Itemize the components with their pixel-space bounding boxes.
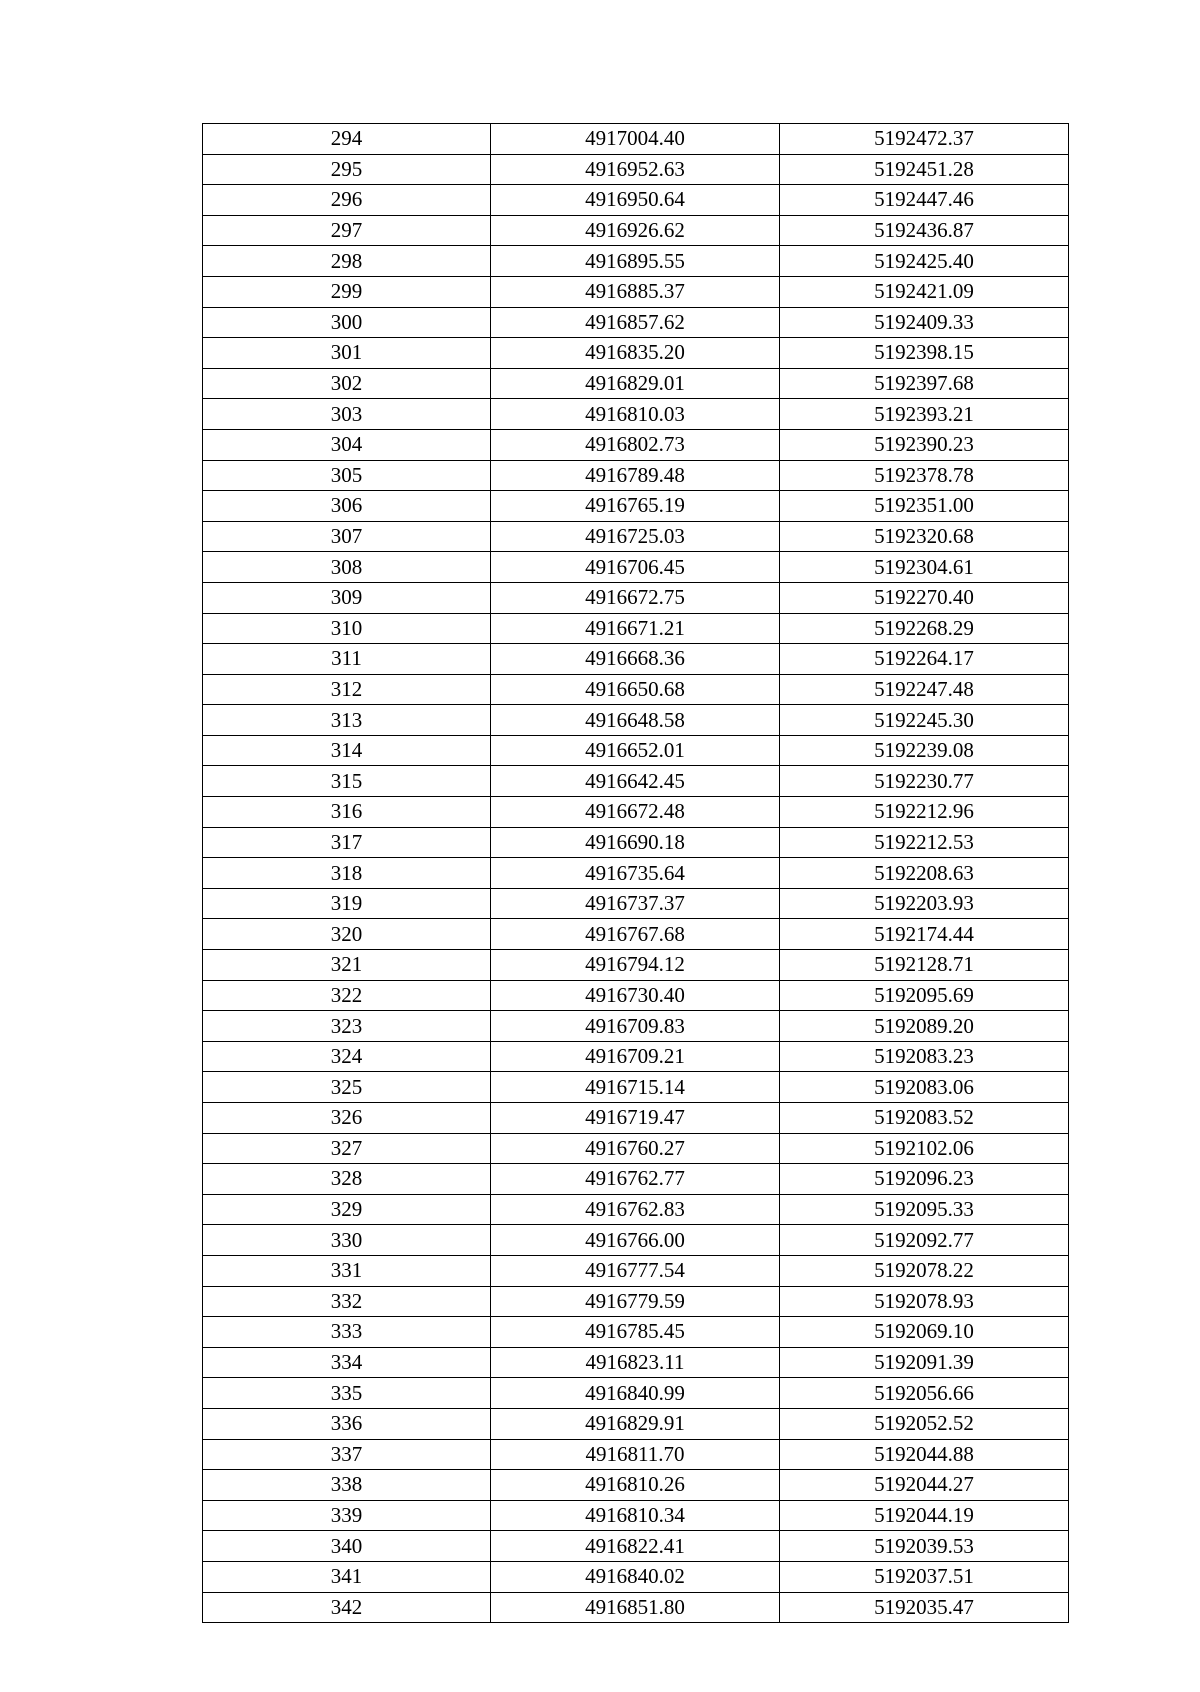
y-coordinate-cell: 5192245.30 — [780, 705, 1069, 736]
coordinate-table — [202, 123, 1069, 1623]
table-row — [203, 154, 1069, 185]
y-coordinate-cell: 5192304.61 — [780, 552, 1069, 583]
table-row — [203, 1317, 1069, 1348]
y-coordinate-cell: 5192096.23 — [780, 1164, 1069, 1195]
point-number-cell: 314 — [203, 735, 491, 766]
y-coordinate-cell: 5192069.10 — [780, 1317, 1069, 1348]
table-row — [203, 124, 1069, 155]
y-coordinate-cell: 5192095.33 — [780, 1194, 1069, 1225]
point-number-cell: 338 — [203, 1470, 491, 1501]
table-row — [203, 368, 1069, 399]
y-coordinate-cell: 5192268.29 — [780, 613, 1069, 644]
point-number-cell: 318 — [203, 858, 491, 889]
point-number-cell: 320 — [203, 919, 491, 950]
y-coordinate-cell: 5192203.93 — [780, 888, 1069, 919]
point-number-cell: 340 — [203, 1531, 491, 1562]
x-coordinate-cell: 4916650.68 — [491, 674, 780, 705]
point-number-cell: 312 — [203, 674, 491, 705]
table-row — [203, 1286, 1069, 1317]
y-coordinate-cell: 5192397.68 — [780, 368, 1069, 399]
y-coordinate-cell: 5192425.40 — [780, 246, 1069, 277]
y-coordinate-cell: 5192421.09 — [780, 276, 1069, 307]
x-coordinate-cell: 4916779.59 — [491, 1286, 780, 1317]
point-number-cell: 306 — [203, 491, 491, 522]
point-number-cell: 307 — [203, 521, 491, 552]
x-coordinate-cell: 4916811.70 — [491, 1439, 780, 1470]
table-row — [203, 552, 1069, 583]
table-row — [203, 735, 1069, 766]
point-number-cell: 295 — [203, 154, 491, 185]
table-row — [203, 1378, 1069, 1409]
x-coordinate-cell: 4916652.01 — [491, 735, 780, 766]
x-coordinate-cell: 4916851.80 — [491, 1592, 780, 1623]
point-number-cell: 304 — [203, 429, 491, 460]
point-number-cell: 342 — [203, 1592, 491, 1623]
table-row — [203, 1133, 1069, 1164]
point-number-cell: 334 — [203, 1347, 491, 1378]
table-row — [203, 1164, 1069, 1195]
y-coordinate-cell: 5192095.69 — [780, 980, 1069, 1011]
x-coordinate-cell: 4916719.47 — [491, 1103, 780, 1134]
x-coordinate-cell: 4916672.75 — [491, 582, 780, 613]
y-coordinate-cell: 5192044.27 — [780, 1470, 1069, 1501]
table-row — [203, 491, 1069, 522]
table-row — [203, 1592, 1069, 1623]
point-number-cell: 327 — [203, 1133, 491, 1164]
point-number-cell: 316 — [203, 797, 491, 828]
y-coordinate-cell: 5192409.33 — [780, 307, 1069, 338]
y-coordinate-cell: 5192078.93 — [780, 1286, 1069, 1317]
table-row — [203, 797, 1069, 828]
x-coordinate-cell: 4916767.68 — [491, 919, 780, 950]
x-coordinate-cell: 4916840.99 — [491, 1378, 780, 1409]
x-coordinate-cell: 4916926.62 — [491, 215, 780, 246]
y-coordinate-cell: 5192044.19 — [780, 1500, 1069, 1531]
point-number-cell: 302 — [203, 368, 491, 399]
point-number-cell: 330 — [203, 1225, 491, 1256]
x-coordinate-cell: 4916690.18 — [491, 827, 780, 858]
table-row — [203, 1408, 1069, 1439]
point-number-cell: 325 — [203, 1072, 491, 1103]
y-coordinate-cell: 5192351.00 — [780, 491, 1069, 522]
y-coordinate-cell: 5192436.87 — [780, 215, 1069, 246]
point-number-cell: 324 — [203, 1041, 491, 1072]
point-number-cell: 308 — [203, 552, 491, 583]
x-coordinate-cell: 4916823.11 — [491, 1347, 780, 1378]
point-number-cell: 303 — [203, 399, 491, 430]
y-coordinate-cell: 5192039.53 — [780, 1531, 1069, 1562]
table-row — [203, 429, 1069, 460]
table-row — [203, 858, 1069, 889]
x-coordinate-cell: 4916725.03 — [491, 521, 780, 552]
x-coordinate-cell: 4916668.36 — [491, 644, 780, 675]
x-coordinate-cell: 4916810.26 — [491, 1470, 780, 1501]
x-coordinate-cell: 4916737.37 — [491, 888, 780, 919]
x-coordinate-cell: 4916822.41 — [491, 1531, 780, 1562]
table-row — [203, 185, 1069, 216]
point-number-cell: 337 — [203, 1439, 491, 1470]
point-number-cell: 300 — [203, 307, 491, 338]
x-coordinate-cell: 4916785.45 — [491, 1317, 780, 1348]
y-coordinate-cell: 5192212.96 — [780, 797, 1069, 828]
point-number-cell: 323 — [203, 1011, 491, 1042]
y-coordinate-cell: 5192239.08 — [780, 735, 1069, 766]
table-row — [203, 980, 1069, 1011]
table-row — [203, 1072, 1069, 1103]
y-coordinate-cell: 5192212.53 — [780, 827, 1069, 858]
x-coordinate-cell: 4916857.62 — [491, 307, 780, 338]
point-number-cell: 336 — [203, 1408, 491, 1439]
x-coordinate-cell: 4916810.34 — [491, 1500, 780, 1531]
x-coordinate-cell: 4916709.21 — [491, 1041, 780, 1072]
table-row — [203, 399, 1069, 430]
y-coordinate-cell: 5192451.28 — [780, 154, 1069, 185]
x-coordinate-cell: 4916829.91 — [491, 1408, 780, 1439]
y-coordinate-cell: 5192230.77 — [780, 766, 1069, 797]
point-number-cell: 294 — [203, 124, 491, 155]
table-row — [203, 1500, 1069, 1531]
table-row — [203, 582, 1069, 613]
point-number-cell: 299 — [203, 276, 491, 307]
table-row — [203, 1255, 1069, 1286]
x-coordinate-cell: 4916762.77 — [491, 1164, 780, 1195]
point-number-cell: 339 — [203, 1500, 491, 1531]
table-row — [203, 1194, 1069, 1225]
x-coordinate-cell: 4916706.45 — [491, 552, 780, 583]
x-coordinate-cell: 4916810.03 — [491, 399, 780, 430]
y-coordinate-cell: 5192320.68 — [780, 521, 1069, 552]
y-coordinate-cell: 5192078.22 — [780, 1255, 1069, 1286]
x-coordinate-cell: 4916730.40 — [491, 980, 780, 1011]
table-row — [203, 1347, 1069, 1378]
y-coordinate-cell: 5192270.40 — [780, 582, 1069, 613]
y-coordinate-cell: 5192128.71 — [780, 950, 1069, 981]
table-row — [203, 246, 1069, 277]
table-row — [203, 919, 1069, 950]
point-number-cell: 322 — [203, 980, 491, 1011]
x-coordinate-cell: 4917004.40 — [491, 124, 780, 155]
point-number-cell: 328 — [203, 1164, 491, 1195]
y-coordinate-cell: 5192052.52 — [780, 1408, 1069, 1439]
table-row — [203, 1011, 1069, 1042]
y-coordinate-cell: 5192091.39 — [780, 1347, 1069, 1378]
x-coordinate-cell: 4916895.55 — [491, 246, 780, 277]
point-number-cell: 321 — [203, 950, 491, 981]
x-coordinate-cell: 4916777.54 — [491, 1255, 780, 1286]
y-coordinate-cell: 5192083.06 — [780, 1072, 1069, 1103]
y-coordinate-cell: 5192044.88 — [780, 1439, 1069, 1470]
x-coordinate-cell: 4916642.45 — [491, 766, 780, 797]
x-coordinate-cell: 4916760.27 — [491, 1133, 780, 1164]
x-coordinate-cell: 4916709.83 — [491, 1011, 780, 1042]
point-number-cell: 296 — [203, 185, 491, 216]
table-row — [203, 674, 1069, 705]
point-number-cell: 317 — [203, 827, 491, 858]
point-number-cell: 331 — [203, 1255, 491, 1286]
table-row — [203, 1103, 1069, 1134]
y-coordinate-cell: 5192102.06 — [780, 1133, 1069, 1164]
x-coordinate-cell: 4916672.48 — [491, 797, 780, 828]
y-coordinate-cell: 5192037.51 — [780, 1561, 1069, 1592]
y-coordinate-cell: 5192398.15 — [780, 338, 1069, 369]
table-row — [203, 276, 1069, 307]
point-number-cell: 305 — [203, 460, 491, 491]
table-row — [203, 766, 1069, 797]
y-coordinate-cell: 5192035.47 — [780, 1592, 1069, 1623]
point-number-cell: 326 — [203, 1103, 491, 1134]
y-coordinate-cell: 5192083.23 — [780, 1041, 1069, 1072]
x-coordinate-cell: 4916715.14 — [491, 1072, 780, 1103]
point-number-cell: 309 — [203, 582, 491, 613]
table-row — [203, 338, 1069, 369]
point-number-cell: 332 — [203, 1286, 491, 1317]
point-number-cell: 311 — [203, 644, 491, 675]
x-coordinate-cell: 4916829.01 — [491, 368, 780, 399]
x-coordinate-cell: 4916671.21 — [491, 613, 780, 644]
y-coordinate-cell: 5192174.44 — [780, 919, 1069, 950]
table-row — [203, 1439, 1069, 1470]
x-coordinate-cell: 4916950.64 — [491, 185, 780, 216]
table-row — [203, 521, 1069, 552]
point-number-cell: 341 — [203, 1561, 491, 1592]
table-row — [203, 613, 1069, 644]
point-number-cell: 301 — [203, 338, 491, 369]
table-row — [203, 215, 1069, 246]
point-number-cell: 297 — [203, 215, 491, 246]
x-coordinate-cell: 4916802.73 — [491, 429, 780, 460]
x-coordinate-cell: 4916762.83 — [491, 1194, 780, 1225]
table-row — [203, 307, 1069, 338]
x-coordinate-cell: 4916840.02 — [491, 1561, 780, 1592]
point-number-cell: 335 — [203, 1378, 491, 1409]
x-coordinate-cell: 4916885.37 — [491, 276, 780, 307]
table-row — [203, 705, 1069, 736]
point-number-cell: 310 — [203, 613, 491, 644]
x-coordinate-cell: 4916952.63 — [491, 154, 780, 185]
y-coordinate-cell: 5192472.37 — [780, 124, 1069, 155]
y-coordinate-cell: 5192264.17 — [780, 644, 1069, 675]
x-coordinate-cell: 4916735.64 — [491, 858, 780, 889]
y-coordinate-cell: 5192056.66 — [780, 1378, 1069, 1409]
table-row — [203, 888, 1069, 919]
point-number-cell: 315 — [203, 766, 491, 797]
y-coordinate-cell: 5192378.78 — [780, 460, 1069, 491]
table-row — [203, 1041, 1069, 1072]
x-coordinate-cell: 4916794.12 — [491, 950, 780, 981]
y-coordinate-cell: 5192447.46 — [780, 185, 1069, 216]
table-row — [203, 460, 1069, 491]
table-row — [203, 1531, 1069, 1562]
x-coordinate-cell: 4916765.19 — [491, 491, 780, 522]
table-row — [203, 1470, 1069, 1501]
x-coordinate-cell: 4916766.00 — [491, 1225, 780, 1256]
y-coordinate-cell: 5192393.21 — [780, 399, 1069, 430]
table-row — [203, 1561, 1069, 1592]
point-number-cell: 319 — [203, 888, 491, 919]
y-coordinate-cell: 5192247.48 — [780, 674, 1069, 705]
table-row — [203, 950, 1069, 981]
point-number-cell: 329 — [203, 1194, 491, 1225]
point-number-cell: 298 — [203, 246, 491, 277]
y-coordinate-cell: 5192390.23 — [780, 429, 1069, 460]
coordinate-table-body — [203, 124, 1069, 1623]
point-number-cell: 333 — [203, 1317, 491, 1348]
y-coordinate-cell: 5192083.52 — [780, 1103, 1069, 1134]
table-row — [203, 1225, 1069, 1256]
x-coordinate-cell: 4916648.58 — [491, 705, 780, 736]
point-number-cell: 313 — [203, 705, 491, 736]
x-coordinate-cell: 4916789.48 — [491, 460, 780, 491]
x-coordinate-cell: 4916835.20 — [491, 338, 780, 369]
y-coordinate-cell: 5192092.77 — [780, 1225, 1069, 1256]
table-row — [203, 644, 1069, 675]
table-row — [203, 827, 1069, 858]
y-coordinate-cell: 5192089.20 — [780, 1011, 1069, 1042]
y-coordinate-cell: 5192208.63 — [780, 858, 1069, 889]
